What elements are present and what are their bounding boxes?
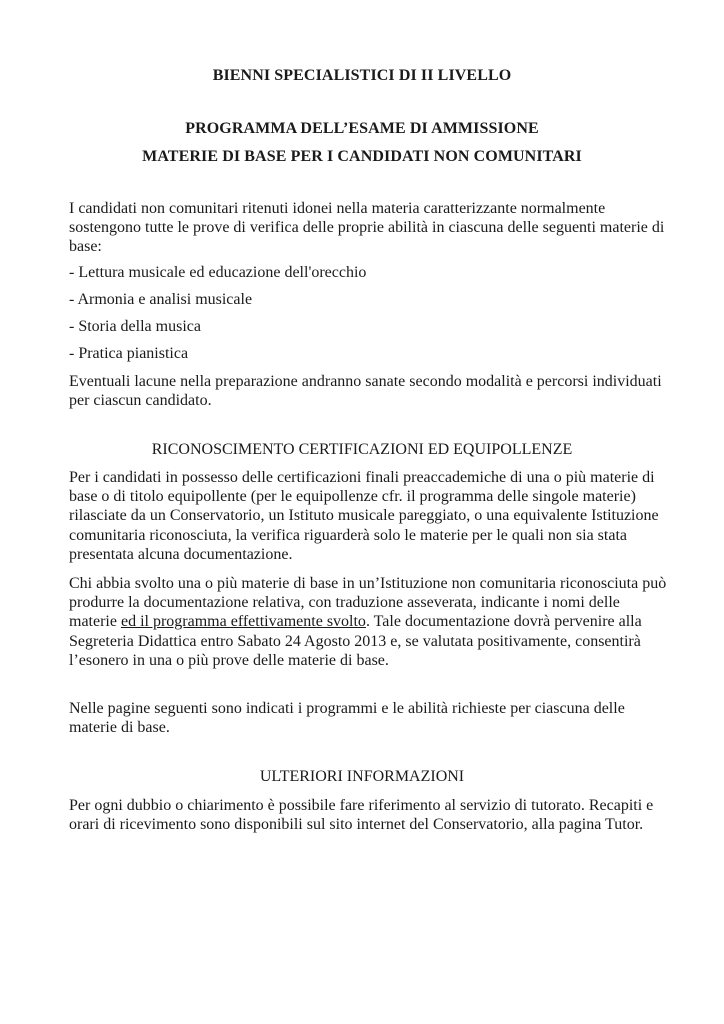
- section-heading-further-info: ULTERIORI INFORMAZIONI: [259, 768, 465, 785]
- section-heading-certifications: RICONOSCIMENTO CERTIFICAZIONI ED EQUIPOLLENZE: [151, 441, 573, 458]
- intro-paragraph: [69, 199, 669, 257]
- subject-list-item: - Lettura musicale ed educazione dell'orecchio: [69, 264, 367, 281]
- certifications-paragraph-3: Nelle pagine seguenti sono indicati i programmi e le abilità richieste per ciascuna delle materie di base.: [69, 700, 625, 737]
- document-subtitle-subjects: MATERIE DI BASE PER I CANDIDATI NON COMUNITARI: [142, 148, 582, 165]
- certifications-paragraph-1: Per i candidati in possesso delle certificazioni finali preaccademiche di una o più materie di base o di titolo equipollente (per le equipollenze cfr. il programma delle singole materie) rilasciate da un Conservatorio, un Istituto musicale pareggiato, o una equivalente Istituzione comunitaria riconosciuta, la verifica riguarderà solo le materie per le quali non sia stata presentata alcuna documentazione.: [69, 469, 659, 563]
- paragraph-text: Chi abbia svolto una o più materie di base in un’Istituzione non comunitaria riconosciuta può produrre la documentazione relativa, con traduzione asseverata, indicante i nomi delle materie: [69, 575, 667, 631]
- document-subtitle-exam: PROGRAMMA DELL’ESAME DI AMMISSIONE: [185, 120, 539, 137]
- paragraph-text: . Tale documentazione dovrà pervenire alla Segreteria Didattica entro Sabato 24 Agosto 2013 e, se valutata positivamente, consentirà l’esonero in una o più prove delle materie di base.: [69, 613, 642, 669]
- underlined-text: ed il programma effettivamente svolto: [120, 613, 366, 631]
- subject-list-item: - Pratica pianistica: [69, 345, 189, 362]
- subject-list-item: - Storia della musica: [69, 318, 201, 335]
- intro-text: I candidati non comunitari ritenuti idonei nella materia caratterizzante normalmente sostengono tutte le prove di verifica delle proprie abilità in ciascuna delle seguenti materie di base:: [69, 200, 665, 256]
- subject-list-item: - Armonia e analisi musicale: [69, 291, 253, 308]
- further-info-paragraph: Per ogni dubbio o chiarimento è possibile fare riferimento al servizio di tutorato. Recapiti e orari di ricevimento sono disponibili sul sito internet del Conservatorio, alla pagina Tutor.: [69, 797, 654, 834]
- document-title: BIENNI SPECIALISTICI DI II LIVELLO: [212, 67, 512, 84]
- intro-closing-paragraph: Eventuali lacune nella preparazione andranno sanate secondo modalità e percorsi individuati per ciascun candidato.: [69, 373, 662, 410]
- certifications-paragraph-2: [69, 574, 669, 670]
